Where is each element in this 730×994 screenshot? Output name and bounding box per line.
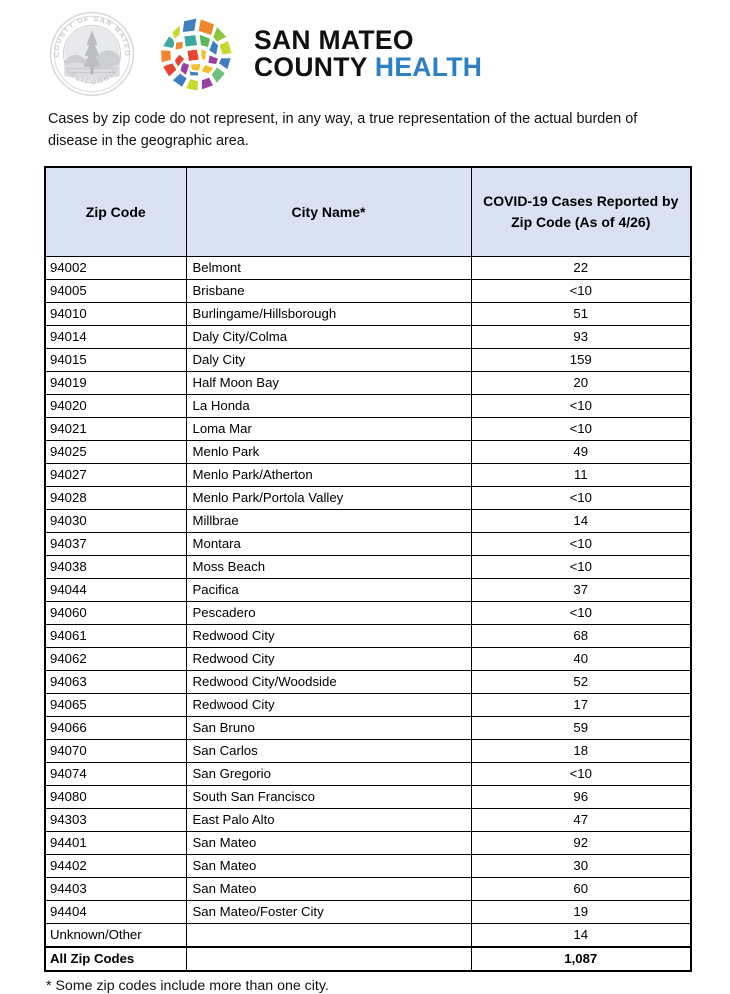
cell-city: Belmont — [186, 256, 471, 279]
cell-cases: 40 — [471, 647, 691, 670]
cell-cases: 159 — [471, 348, 691, 371]
cell-zip: 94066 — [45, 716, 186, 739]
cell-cases: 30 — [471, 854, 691, 877]
column-header-cases-line2: Zip Code (As of 4/26) — [511, 213, 651, 230]
cell-city: Pescadero — [186, 601, 471, 624]
mosaic-circle-logo — [156, 14, 236, 94]
cell-zip: 94028 — [45, 486, 186, 509]
table-row — [45, 440, 691, 463]
cell-zip: 94014 — [45, 325, 186, 348]
cell-city — [186, 923, 471, 947]
cell-city: Menlo Park/Portola Valley — [186, 486, 471, 509]
table-row — [45, 716, 691, 739]
cell-cases: 59 — [471, 716, 691, 739]
cell-zip: 94015 — [45, 348, 186, 371]
table-row — [45, 739, 691, 762]
cell-city: Loma Mar — [186, 417, 471, 440]
cell-city: Millbrae — [186, 509, 471, 532]
table-header-row — [45, 167, 691, 257]
cell-city — [186, 947, 471, 971]
table-row — [45, 532, 691, 555]
cell-cases: 20 — [471, 371, 691, 394]
cell-zip: 94061 — [45, 624, 186, 647]
cell-zip: 94065 — [45, 693, 186, 716]
cell-city: San Gregorio — [186, 762, 471, 785]
cell-cases: 60 — [471, 877, 691, 900]
cell-zip: 94402 — [45, 854, 186, 877]
table-row — [45, 923, 691, 947]
cell-city: San Carlos — [186, 739, 471, 762]
cell-cases: 51 — [471, 302, 691, 325]
table-row — [45, 348, 691, 371]
table-row — [45, 279, 691, 302]
column-header-zip-code: Zip Code — [45, 167, 186, 257]
cell-zip: 94019 — [45, 371, 186, 394]
cell-cases: <10 — [471, 532, 691, 555]
table-row — [45, 647, 691, 670]
table-row — [45, 854, 691, 877]
table-row — [45, 578, 691, 601]
cell-cases: 11 — [471, 463, 691, 486]
cell-cases: <10 — [471, 486, 691, 509]
cell-cases: <10 — [471, 762, 691, 785]
cell-zip: 94038 — [45, 555, 186, 578]
svg-text:COUNTY OF SAN MATEO: COUNTY OF SAN MATEO — [53, 15, 131, 58]
cell-city: Moss Beach — [186, 555, 471, 578]
cell-zip: 94404 — [45, 900, 186, 923]
cell-zip: All Zip Codes — [45, 947, 186, 971]
table-footnote: * Some zip codes include more than one city. — [46, 977, 329, 994]
wordmark-line-1: SAN MATEO — [254, 24, 414, 55]
table-row — [45, 486, 691, 509]
cell-zip: 94030 — [45, 509, 186, 532]
cell-zip: 94010 — [45, 302, 186, 325]
cell-zip: 94044 — [45, 578, 186, 601]
column-header-cases — [471, 167, 691, 257]
cell-city: Daly City — [186, 348, 471, 371]
cell-city: San Bruno — [186, 716, 471, 739]
cell-cases: 14 — [471, 509, 691, 532]
table-row — [45, 693, 691, 716]
table-body — [45, 256, 691, 971]
page-header — [0, 0, 730, 100]
cell-zip: 94070 — [45, 739, 186, 762]
cell-zip: 94063 — [45, 670, 186, 693]
cell-city: Redwood City — [186, 693, 471, 716]
covid-cases-by-zip-table — [44, 166, 692, 972]
cell-city: Menlo Park — [186, 440, 471, 463]
table-row — [45, 831, 691, 854]
cell-zip: 94062 — [45, 647, 186, 670]
cell-zip: 94002 — [45, 256, 186, 279]
table-row — [45, 555, 691, 578]
cell-city: San Mateo — [186, 854, 471, 877]
cell-cases: <10 — [471, 417, 691, 440]
cell-city: La Honda — [186, 394, 471, 417]
wordmark — [254, 24, 483, 82]
cell-cases: 92 — [471, 831, 691, 854]
county-seal-logo — [46, 8, 138, 100]
cell-city: Daly City/Colma — [186, 325, 471, 348]
cell-zip: 94025 — [45, 440, 186, 463]
cell-cases: 68 — [471, 624, 691, 647]
column-header-city-name: City Name* — [186, 167, 471, 257]
cell-cases: <10 — [471, 394, 691, 417]
table-row — [45, 417, 691, 440]
cell-zip: 94027 — [45, 463, 186, 486]
cell-city: Half Moon Bay — [186, 371, 471, 394]
cell-zip: 94005 — [45, 279, 186, 302]
cell-city: San Mateo — [186, 877, 471, 900]
table-header — [45, 167, 691, 257]
column-header-cases-line1: COVID-19 Cases Reported by — [483, 192, 679, 209]
cell-cases: 1,087 — [471, 947, 691, 971]
cell-zip: Unknown/Other — [45, 923, 186, 947]
cell-city: Redwood City/Woodside — [186, 670, 471, 693]
svg-text:CALIFORNIA: CALIFORNIA — [63, 66, 121, 87]
table-row — [45, 256, 691, 279]
table-row — [45, 762, 691, 785]
cell-cases: 14 — [471, 923, 691, 947]
cell-zip: 94080 — [45, 785, 186, 808]
cell-city: Redwood City — [186, 647, 471, 670]
cell-city: Menlo Park/Atherton — [186, 463, 471, 486]
cell-city: South San Francisco — [186, 785, 471, 808]
cell-city: Brisbane — [186, 279, 471, 302]
cell-cases: 37 — [471, 578, 691, 601]
cell-zip: 94060 — [45, 601, 186, 624]
cell-zip: 94401 — [45, 831, 186, 854]
cell-city: San Mateo — [186, 831, 471, 854]
cell-zip: 94020 — [45, 394, 186, 417]
intro-paragraph: Cases by zip code do not represent, in any way, a true representation of the actual burden of disease in the geographic area. — [48, 111, 638, 149]
cell-city: San Mateo/Foster City — [186, 900, 471, 923]
cell-cases: <10 — [471, 555, 691, 578]
cell-cases: 96 — [471, 785, 691, 808]
table-row — [45, 808, 691, 831]
cell-cases: 47 — [471, 808, 691, 831]
table-total-row — [45, 947, 691, 971]
table-row — [45, 601, 691, 624]
cell-zip: 94037 — [45, 532, 186, 555]
table-row — [45, 785, 691, 808]
cell-cases: 17 — [471, 693, 691, 716]
table-row — [45, 325, 691, 348]
cell-cases: 52 — [471, 670, 691, 693]
table-row — [45, 624, 691, 647]
cell-city: Redwood City — [186, 624, 471, 647]
table-row — [45, 463, 691, 486]
cell-zip: 94403 — [45, 877, 186, 900]
table-row — [45, 394, 691, 417]
table-row — [45, 371, 691, 394]
cell-cases: 49 — [471, 440, 691, 463]
cell-cases: <10 — [471, 601, 691, 624]
wordmark-county: COUNTY — [254, 52, 368, 82]
cell-city: Pacifica — [186, 578, 471, 601]
table-row — [45, 509, 691, 532]
cell-city: Montara — [186, 532, 471, 555]
cell-cases: 22 — [471, 256, 691, 279]
cell-cases: <10 — [471, 279, 691, 302]
zip-code-table-wrapper — [44, 166, 690, 972]
cell-city: East Palo Alto — [186, 808, 471, 831]
cell-cases: 93 — [471, 325, 691, 348]
table-row — [45, 877, 691, 900]
cell-cases: 19 — [471, 900, 691, 923]
cell-zip: 94021 — [45, 417, 186, 440]
table-row — [45, 670, 691, 693]
wordmark-health: HEALTH — [374, 52, 483, 82]
cell-zip: 94074 — [45, 762, 186, 785]
table-row — [45, 302, 691, 325]
cell-city: Burlingame/Hillsborough — [186, 302, 471, 325]
table-row — [45, 900, 691, 923]
cell-zip: 94303 — [45, 808, 186, 831]
cell-cases: 18 — [471, 739, 691, 762]
